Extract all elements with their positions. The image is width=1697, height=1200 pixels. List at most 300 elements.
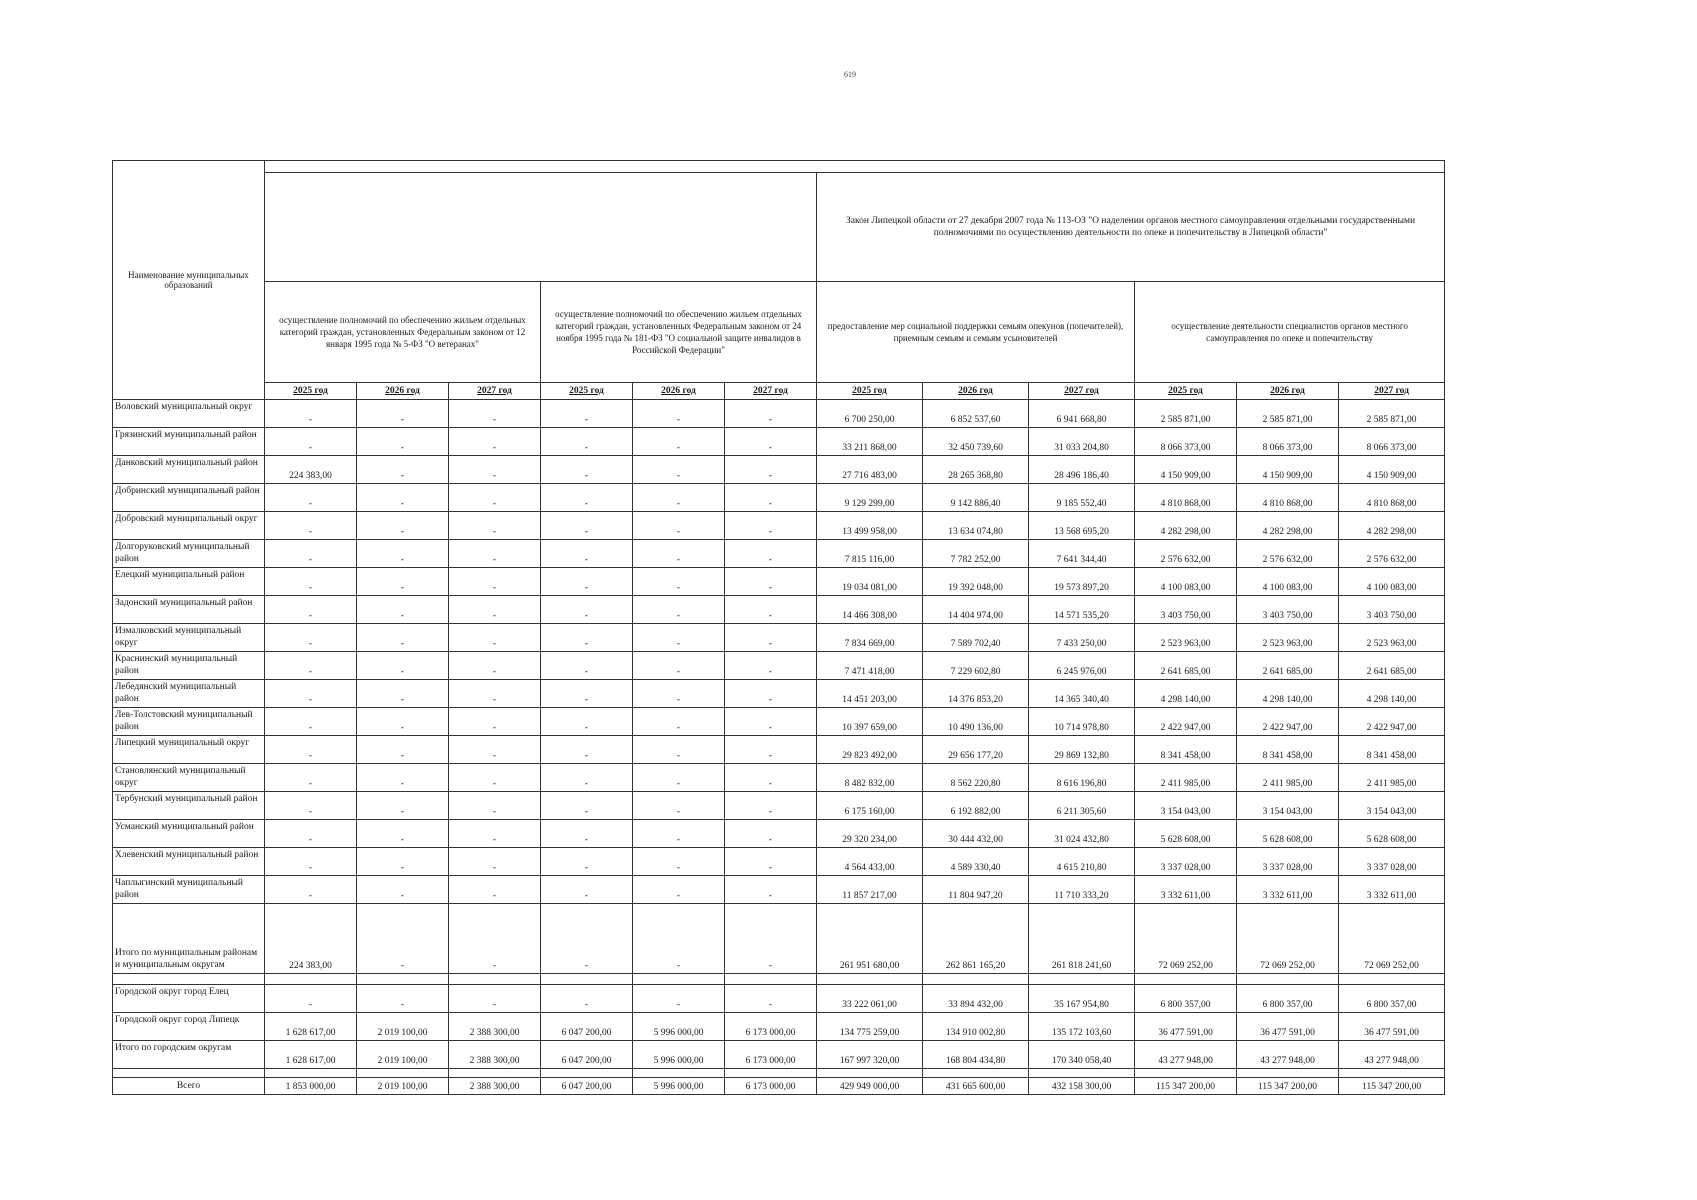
value-cell: - xyxy=(633,456,725,484)
row-name: Лебедянский муниципальный район xyxy=(113,680,265,708)
table-body xyxy=(113,400,1445,1095)
value-cell: 3 337 028,00 xyxy=(1339,848,1445,876)
value-cell: - xyxy=(633,820,725,848)
year-header: 2025 год xyxy=(817,383,923,400)
value-cell: 7 471 418,00 xyxy=(817,652,923,680)
value-cell: 8 066 373,00 xyxy=(1135,428,1237,456)
value-cell: - xyxy=(633,400,725,428)
value-cell: - xyxy=(265,652,357,680)
value-cell: 14 365 340,40 xyxy=(1029,680,1135,708)
value-cell: 429 949 000,00 xyxy=(817,1078,923,1095)
value-cell: 6 173 000,00 xyxy=(725,1078,817,1095)
value-cell: 2 576 632,00 xyxy=(1135,540,1237,568)
value-cell: 261 818 241,60 xyxy=(1029,904,1135,974)
spacer-cell xyxy=(923,974,1029,985)
table-row xyxy=(113,764,1445,792)
value-cell: - xyxy=(449,792,541,820)
value-cell: 3 154 043,00 xyxy=(1237,792,1339,820)
value-cell: 2 585 871,00 xyxy=(1339,400,1445,428)
value-cell: 30 444 432,00 xyxy=(923,820,1029,848)
value-cell: - xyxy=(633,484,725,512)
value-cell: 2 019 100,00 xyxy=(357,1013,449,1041)
year-header: 2026 год xyxy=(923,383,1029,400)
value-cell: - xyxy=(725,736,817,764)
value-cell: - xyxy=(357,904,449,974)
value-cell: 8 341 458,00 xyxy=(1237,736,1339,764)
value-cell: 19 034 081,00 xyxy=(817,568,923,596)
year-header: 2026 год xyxy=(633,383,725,400)
value-cell: - xyxy=(265,484,357,512)
value-cell: 4 282 298,00 xyxy=(1135,512,1237,540)
value-cell: - xyxy=(725,540,817,568)
value-cell: - xyxy=(265,708,357,736)
value-cell: - xyxy=(357,484,449,512)
value-cell: 33 222 061,00 xyxy=(817,985,923,1013)
value-cell: 13 634 074,80 xyxy=(923,512,1029,540)
value-cell: 3 337 028,00 xyxy=(1237,848,1339,876)
row-name: Краснинский муниципальный район xyxy=(113,652,265,680)
spacer-cell xyxy=(265,974,357,985)
value-cell: 4 298 140,00 xyxy=(1339,680,1445,708)
value-cell: - xyxy=(265,792,357,820)
value-cell: 33 894 432,00 xyxy=(923,985,1029,1013)
value-cell: - xyxy=(357,764,449,792)
spacer-row xyxy=(113,1069,1445,1078)
value-cell: 6 700 250,00 xyxy=(817,400,923,428)
value-cell: 29 823 492,00 xyxy=(817,736,923,764)
value-cell: 8 616 196,80 xyxy=(1029,764,1135,792)
value-cell: 13 568 695,20 xyxy=(1029,512,1135,540)
value-cell: - xyxy=(633,652,725,680)
value-cell: 5 628 608,00 xyxy=(1339,820,1445,848)
spacer-cell xyxy=(357,974,449,985)
value-cell: 4 150 909,00 xyxy=(1237,456,1339,484)
value-cell: 6 852 537,60 xyxy=(923,400,1029,428)
table-row xyxy=(113,596,1445,624)
year-header: 2025 год xyxy=(1135,383,1237,400)
value-cell: - xyxy=(633,764,725,792)
spacer-cell xyxy=(1339,974,1445,985)
table-row xyxy=(113,820,1445,848)
value-cell: 7 834 669,00 xyxy=(817,624,923,652)
value-cell: 6 211 305,60 xyxy=(1029,792,1135,820)
value-cell: 1 628 617,00 xyxy=(265,1013,357,1041)
table-row xyxy=(113,652,1445,680)
value-cell: 4 810 868,00 xyxy=(1339,484,1445,512)
value-cell: - xyxy=(725,512,817,540)
value-cell: - xyxy=(357,848,449,876)
value-cell: - xyxy=(633,568,725,596)
value-cell: 2 576 632,00 xyxy=(1339,540,1445,568)
row-name: Хлевенский муниципальный район xyxy=(113,848,265,876)
budget-table-wrapper xyxy=(112,160,1444,1095)
row-name: Чаплыгинский муниципальный район xyxy=(113,876,265,904)
value-cell: - xyxy=(357,596,449,624)
value-cell: - xyxy=(725,792,817,820)
value-cell: 13 499 958,00 xyxy=(817,512,923,540)
row-name: Всего xyxy=(113,1078,265,1095)
value-cell: 2 422 947,00 xyxy=(1339,708,1445,736)
row-name: Задонский муниципальный район xyxy=(113,596,265,624)
value-cell: - xyxy=(725,428,817,456)
row-name: Тербунский муниципальный район xyxy=(113,792,265,820)
group-header-social-support: предоставление мер социальной поддержки семьям опекунов (попечителей), приемным семьям и семьям усыновителей xyxy=(817,282,1135,383)
spacer-cell xyxy=(725,974,817,985)
value-cell: 14 571 535,20 xyxy=(1029,596,1135,624)
value-cell: - xyxy=(265,985,357,1013)
table-row xyxy=(113,540,1445,568)
value-cell: - xyxy=(541,708,633,736)
value-cell: - xyxy=(449,456,541,484)
value-cell: - xyxy=(541,540,633,568)
value-cell: 7 641 344,40 xyxy=(1029,540,1135,568)
row-name: Городской округ город Липецк xyxy=(113,1013,265,1041)
spacer-cell xyxy=(265,1069,357,1078)
value-cell: 2 585 871,00 xyxy=(1135,400,1237,428)
table-row xyxy=(113,512,1445,540)
spacer-cell xyxy=(817,974,923,985)
group-header-disabled: осуществление полномочий по обеспечению жильем отдельных категорий граждан, установленных Федеральным законом от 24 ноября 1995 года № 181-ФЗ "О социальной защите инвалидов в Российской Федерации" xyxy=(541,282,817,383)
value-cell: 43 277 948,00 xyxy=(1135,1041,1237,1069)
value-cell: - xyxy=(449,428,541,456)
value-cell: 27 716 483,00 xyxy=(817,456,923,484)
table-row xyxy=(113,1013,1445,1041)
value-cell: - xyxy=(633,736,725,764)
value-cell: - xyxy=(265,568,357,596)
value-cell: - xyxy=(265,400,357,428)
value-cell: 4 615 210,80 xyxy=(1029,848,1135,876)
value-cell: 115 347 200,00 xyxy=(1135,1078,1237,1095)
row-name: Лев-Толстовский муниципальный район xyxy=(113,708,265,736)
header-groups-row xyxy=(113,282,1445,383)
value-cell: - xyxy=(357,624,449,652)
value-cell: 9 129 299,00 xyxy=(817,484,923,512)
value-cell: 4 589 330,40 xyxy=(923,848,1029,876)
value-cell: 6 047 200,00 xyxy=(541,1078,633,1095)
value-cell: - xyxy=(633,596,725,624)
value-cell: 4 298 140,00 xyxy=(1135,680,1237,708)
value-cell: 6 173 000,00 xyxy=(725,1013,817,1041)
value-cell: - xyxy=(725,848,817,876)
row-name: Становлянский муниципальный округ xyxy=(113,764,265,792)
value-cell: 2 523 963,00 xyxy=(1339,624,1445,652)
value-cell: - xyxy=(725,624,817,652)
value-cell: 2 585 871,00 xyxy=(1237,400,1339,428)
spacer-cell xyxy=(1339,1069,1445,1078)
value-cell: 262 861 165,20 xyxy=(923,904,1029,974)
row-name: Городской округ город Елец xyxy=(113,985,265,1013)
value-cell: - xyxy=(541,680,633,708)
value-cell: - xyxy=(541,764,633,792)
value-cell: - xyxy=(725,764,817,792)
value-cell: 6 800 357,00 xyxy=(1237,985,1339,1013)
value-cell: 6 047 200,00 xyxy=(541,1041,633,1069)
value-cell: 261 951 680,00 xyxy=(817,904,923,974)
row-name: Липецкий муниципальный округ xyxy=(113,736,265,764)
value-cell: - xyxy=(357,985,449,1013)
law-header-blank xyxy=(265,173,817,282)
value-cell: 2 641 685,00 xyxy=(1339,652,1445,680)
value-cell: 19 392 048,00 xyxy=(923,568,1029,596)
value-cell: 10 714 978,80 xyxy=(1029,708,1135,736)
value-cell: 170 340 058,40 xyxy=(1029,1041,1135,1069)
value-cell: - xyxy=(541,876,633,904)
value-cell: - xyxy=(357,876,449,904)
value-cell: 2 411 985,00 xyxy=(1339,764,1445,792)
value-cell: - xyxy=(265,820,357,848)
value-cell: 3 154 043,00 xyxy=(1135,792,1237,820)
value-cell: 3 403 750,00 xyxy=(1135,596,1237,624)
value-cell: 72 069 252,00 xyxy=(1339,904,1445,974)
header-top-strip xyxy=(113,161,1445,173)
row-name: Долгоруковский муниципальный район xyxy=(113,540,265,568)
value-cell: - xyxy=(357,820,449,848)
value-cell: - xyxy=(449,904,541,974)
value-cell: - xyxy=(725,652,817,680)
value-cell: 8 341 458,00 xyxy=(1339,736,1445,764)
value-cell: 3 332 611,00 xyxy=(1135,876,1237,904)
value-cell: 8 066 373,00 xyxy=(1237,428,1339,456)
spacer-cell xyxy=(1237,974,1339,985)
value-cell: 2 019 100,00 xyxy=(357,1041,449,1069)
value-cell: 19 573 897,20 xyxy=(1029,568,1135,596)
value-cell: - xyxy=(265,596,357,624)
value-cell: 6 941 668,80 xyxy=(1029,400,1135,428)
value-cell: - xyxy=(265,848,357,876)
value-cell: 9 185 552,40 xyxy=(1029,484,1135,512)
value-cell: - xyxy=(357,428,449,456)
value-cell: - xyxy=(725,680,817,708)
value-cell: 4 100 083,00 xyxy=(1339,568,1445,596)
spacer-cell xyxy=(923,1069,1029,1078)
value-cell: - xyxy=(725,876,817,904)
value-cell: 4 810 868,00 xyxy=(1135,484,1237,512)
spacer-cell xyxy=(1237,1069,1339,1078)
table-row xyxy=(113,876,1445,904)
value-cell: - xyxy=(449,596,541,624)
spacer-cell xyxy=(1135,1069,1237,1078)
value-cell: 8 341 458,00 xyxy=(1135,736,1237,764)
value-cell: 36 477 591,00 xyxy=(1237,1013,1339,1041)
value-cell: 14 376 853,20 xyxy=(923,680,1029,708)
value-cell: 115 347 200,00 xyxy=(1237,1078,1339,1095)
value-cell: 29 869 132,80 xyxy=(1029,736,1135,764)
value-cell: 33 211 868,00 xyxy=(817,428,923,456)
value-cell: 6 800 357,00 xyxy=(1135,985,1237,1013)
value-cell: - xyxy=(633,512,725,540)
value-cell: - xyxy=(357,456,449,484)
row-name: Данковский муниципальный район xyxy=(113,456,265,484)
value-cell: 29 656 177,20 xyxy=(923,736,1029,764)
value-cell: 2 576 632,00 xyxy=(1237,540,1339,568)
value-cell: - xyxy=(725,568,817,596)
value-cell: 6 175 160,00 xyxy=(817,792,923,820)
value-cell: - xyxy=(449,736,541,764)
value-cell: 1 628 617,00 xyxy=(265,1041,357,1069)
value-cell: 2 388 300,00 xyxy=(449,1013,541,1041)
table-row xyxy=(113,456,1445,484)
row-name: Итого по городским округам xyxy=(113,1041,265,1069)
value-cell: - xyxy=(357,680,449,708)
row-name: Итого по муниципальным районам и муниципальным округам xyxy=(113,904,265,974)
value-cell: 11 710 333,20 xyxy=(1029,876,1135,904)
value-cell: 2 641 685,00 xyxy=(1237,652,1339,680)
group-header-veterans: осуществление полномочий по обеспечению жильем отдельных категорий граждан, установленных Федеральным законом от 12 января 1995 года № 5-ФЗ "О ветеранах" xyxy=(265,282,541,383)
value-cell: 224 383,00 xyxy=(265,456,357,484)
value-cell: - xyxy=(449,708,541,736)
value-cell: 2 411 985,00 xyxy=(1135,764,1237,792)
value-cell: 8 066 373,00 xyxy=(1339,428,1445,456)
value-cell: - xyxy=(633,624,725,652)
spacer-cell xyxy=(541,974,633,985)
value-cell: - xyxy=(633,985,725,1013)
group-header-guardianship-specialists: осуществление деятельности специалистов органов местного самоуправления по опеке и попечительству xyxy=(1135,282,1445,383)
value-cell: 4 282 298,00 xyxy=(1339,512,1445,540)
value-cell: 2 523 963,00 xyxy=(1135,624,1237,652)
year-header: 2027 год xyxy=(725,383,817,400)
value-cell: - xyxy=(449,848,541,876)
value-cell: - xyxy=(725,820,817,848)
value-cell: - xyxy=(633,904,725,974)
value-cell: 168 804 434,80 xyxy=(923,1041,1029,1069)
value-cell: 6 173 000,00 xyxy=(725,1041,817,1069)
value-cell: 4 150 909,00 xyxy=(1339,456,1445,484)
value-cell: - xyxy=(725,596,817,624)
value-cell: 1 853 000,00 xyxy=(265,1078,357,1095)
year-header: 2025 год xyxy=(265,383,357,400)
value-cell: - xyxy=(633,540,725,568)
value-cell: 432 158 300,00 xyxy=(1029,1078,1135,1095)
value-cell: - xyxy=(725,456,817,484)
value-cell: 431 665 600,00 xyxy=(923,1078,1029,1095)
value-cell: 5 628 608,00 xyxy=(1237,820,1339,848)
value-cell: - xyxy=(541,904,633,974)
value-cell: - xyxy=(725,904,817,974)
value-cell: - xyxy=(541,985,633,1013)
value-cell: 4 298 140,00 xyxy=(1237,680,1339,708)
value-cell: 134 775 259,00 xyxy=(817,1013,923,1041)
spacer-cell xyxy=(449,1069,541,1078)
value-cell: 2 523 963,00 xyxy=(1237,624,1339,652)
value-cell: 134 910 002,80 xyxy=(923,1013,1029,1041)
value-cell: 167 997 320,00 xyxy=(817,1041,923,1069)
row-name: Воловский муниципальный округ xyxy=(113,400,265,428)
table-row xyxy=(113,624,1445,652)
value-cell: 4 150 909,00 xyxy=(1135,456,1237,484)
value-cell: 4 564 433,00 xyxy=(817,848,923,876)
spacer-cell xyxy=(1135,974,1237,985)
value-cell: 28 265 368,80 xyxy=(923,456,1029,484)
header-strip-cell xyxy=(265,161,1445,173)
budget-table xyxy=(112,160,1445,1095)
value-cell: - xyxy=(541,484,633,512)
value-cell: - xyxy=(449,512,541,540)
table-row xyxy=(113,568,1445,596)
year-header: 2027 год xyxy=(1029,383,1135,400)
value-cell: 2 388 300,00 xyxy=(449,1041,541,1069)
value-cell: 135 172 103,60 xyxy=(1029,1013,1135,1041)
value-cell: - xyxy=(541,652,633,680)
value-cell: 72 069 252,00 xyxy=(1135,904,1237,974)
spacer-cell xyxy=(1029,1069,1135,1078)
subtotal-city-row xyxy=(113,1041,1445,1069)
spacer-row xyxy=(113,974,1445,985)
year-header: 2026 год xyxy=(1237,383,1339,400)
value-cell: - xyxy=(725,985,817,1013)
value-cell: - xyxy=(357,652,449,680)
header-law-row xyxy=(113,173,1445,282)
page-number: 619 xyxy=(844,70,856,79)
value-cell: 31 033 204,80 xyxy=(1029,428,1135,456)
table-row xyxy=(113,680,1445,708)
value-cell: 5 996 000,00 xyxy=(633,1078,725,1095)
value-cell: - xyxy=(633,428,725,456)
value-cell: - xyxy=(633,792,725,820)
value-cell: - xyxy=(265,736,357,764)
value-cell: - xyxy=(541,428,633,456)
value-cell: 10 490 136,00 xyxy=(923,708,1029,736)
value-cell: 3 337 028,00 xyxy=(1135,848,1237,876)
value-cell: 7 782 252,00 xyxy=(923,540,1029,568)
value-cell: 72 069 252,00 xyxy=(1237,904,1339,974)
value-cell: 36 477 591,00 xyxy=(1135,1013,1237,1041)
value-cell: 3 332 611,00 xyxy=(1339,876,1445,904)
value-cell: - xyxy=(449,484,541,512)
value-cell: 224 383,00 xyxy=(265,904,357,974)
value-cell: 43 277 948,00 xyxy=(1339,1041,1445,1069)
spacer-cell xyxy=(541,1069,633,1078)
value-cell: 8 482 832,00 xyxy=(817,764,923,792)
value-cell: - xyxy=(541,568,633,596)
value-cell: - xyxy=(633,680,725,708)
table-header xyxy=(113,161,1445,400)
value-cell: 4 810 868,00 xyxy=(1237,484,1339,512)
value-cell: 36 477 591,00 xyxy=(1339,1013,1445,1041)
value-cell: - xyxy=(449,540,541,568)
value-cell: - xyxy=(357,708,449,736)
value-cell: - xyxy=(541,820,633,848)
value-cell: - xyxy=(541,400,633,428)
value-cell: - xyxy=(265,624,357,652)
value-cell: - xyxy=(725,400,817,428)
value-cell: - xyxy=(725,708,817,736)
table-row xyxy=(113,985,1445,1013)
value-cell: 3 332 611,00 xyxy=(1237,876,1339,904)
value-cell: 2 411 985,00 xyxy=(1237,764,1339,792)
column-header-name: Наименование муниципальных образований xyxy=(113,161,265,400)
value-cell: - xyxy=(449,652,541,680)
value-cell: - xyxy=(357,540,449,568)
value-cell: - xyxy=(357,400,449,428)
year-header: 2027 год xyxy=(449,383,541,400)
value-cell: 14 451 203,00 xyxy=(817,680,923,708)
value-cell: - xyxy=(725,484,817,512)
value-cell: 7 433 250,00 xyxy=(1029,624,1135,652)
value-cell: 6 047 200,00 xyxy=(541,1013,633,1041)
value-cell: - xyxy=(265,764,357,792)
value-cell: - xyxy=(265,428,357,456)
value-cell: 43 277 948,00 xyxy=(1237,1041,1339,1069)
value-cell: - xyxy=(357,512,449,540)
value-cell: - xyxy=(633,708,725,736)
value-cell: 5 628 608,00 xyxy=(1135,820,1237,848)
value-cell: - xyxy=(541,596,633,624)
spacer-cell xyxy=(725,1069,817,1078)
value-cell: - xyxy=(541,624,633,652)
value-cell: 2 422 947,00 xyxy=(1237,708,1339,736)
value-cell: - xyxy=(449,985,541,1013)
value-cell: - xyxy=(449,680,541,708)
